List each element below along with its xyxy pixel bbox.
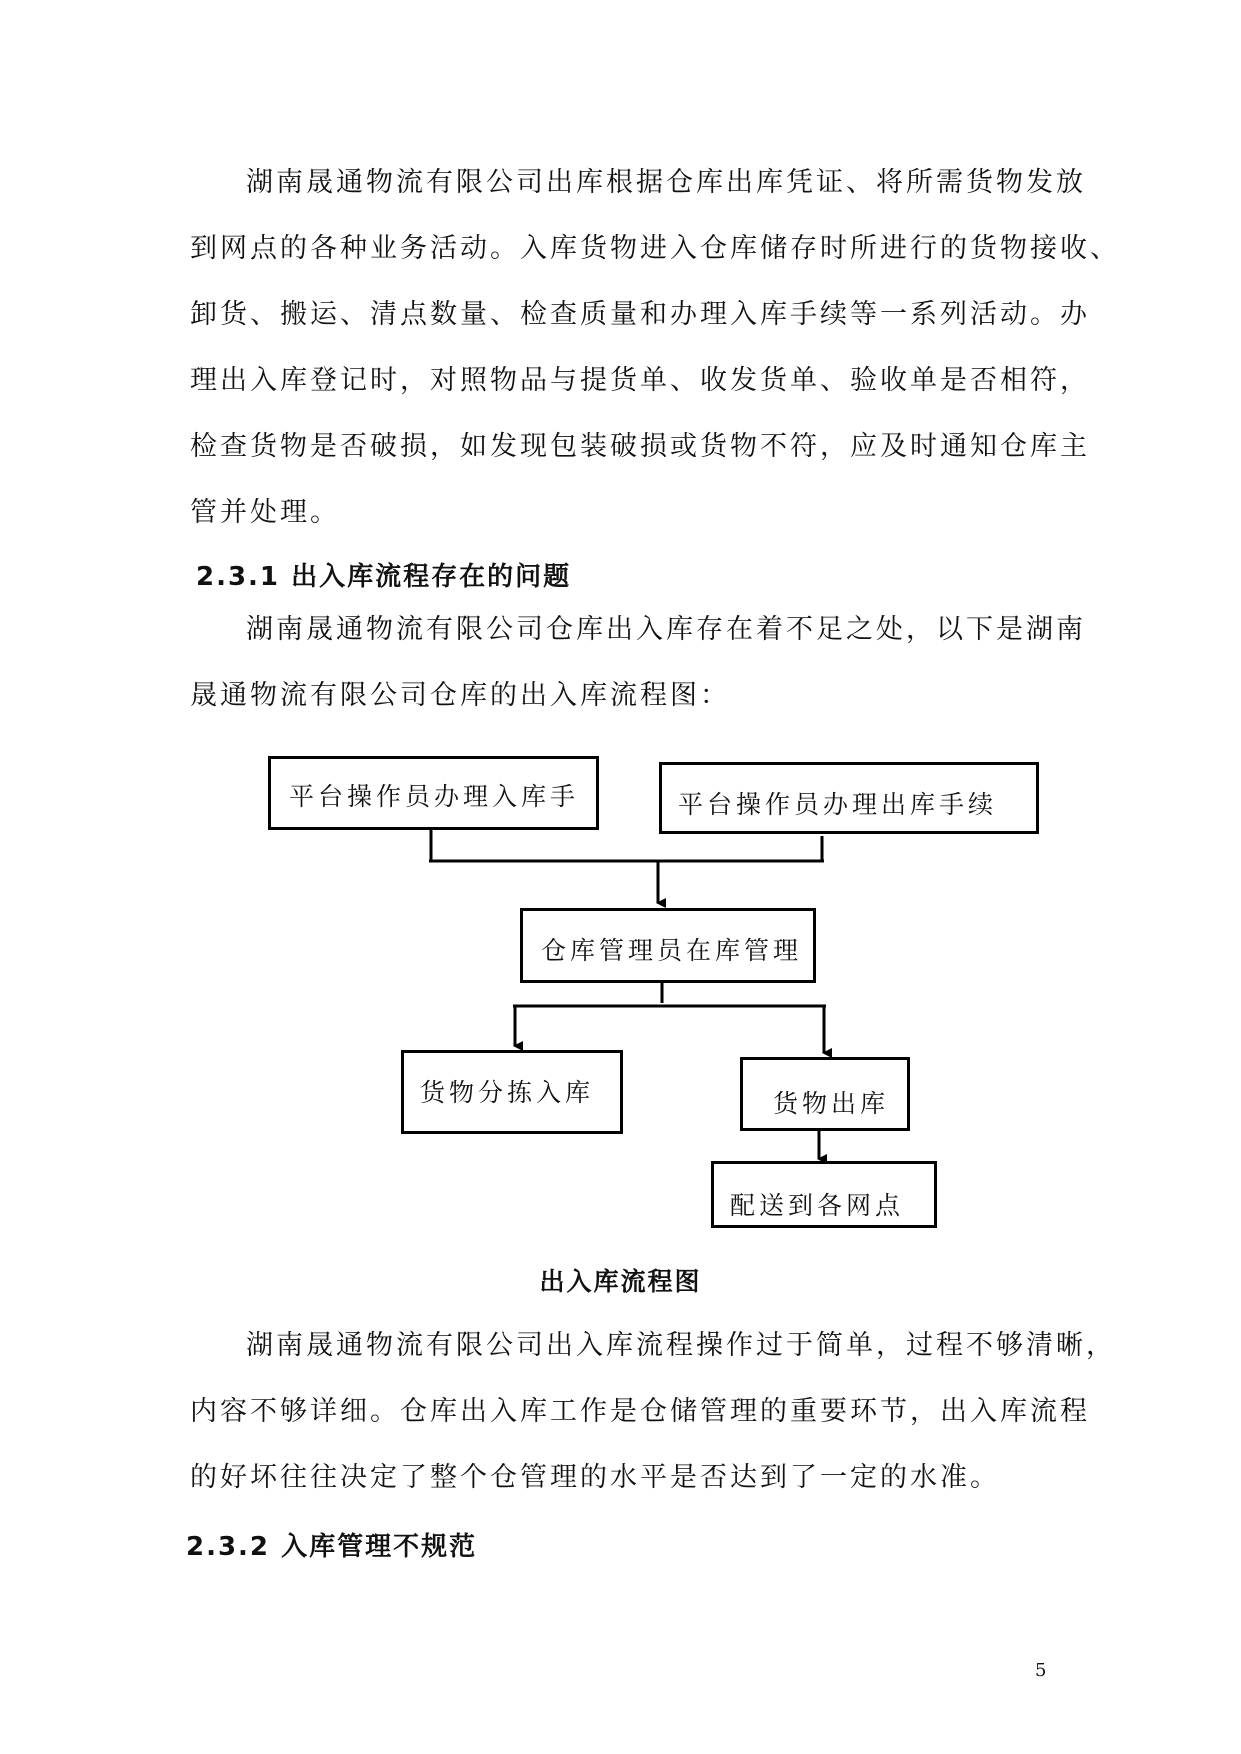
text-line: 湖南晟通物流有限公司出入库流程操作过于简单，过程不够清晰， (246, 1330, 1116, 1361)
goods-outbound-label: 货物出库 (773, 1089, 890, 1118)
warehouse-manager-label: 仓库管理员在库管理 (541, 936, 803, 965)
process-analysis-paragraph (190, 1313, 1116, 1511)
inbound-procedure-label: 平台操作员办理入库手 (289, 782, 580, 811)
sorting-inbound-label: 货物分拣入库 (420, 1078, 595, 1107)
goods-outbound-box (740, 1057, 910, 1131)
section-heading-2-3-2: 2.3.2 入库管理不规范 (186, 1532, 478, 1562)
text-line: 卸货、搬运、清点数量、检查质量和办理入库手续等一系列活动。办 (190, 299, 1090, 330)
text-line: 理出入库登记时，对照物品与提货单、收发货单、验收单是否相符， (190, 365, 1090, 396)
inbound-procedure-box (268, 756, 599, 830)
text-line: 到网点的各种业务活动。入库货物进入仓库储存时所进行的货物接收、 (190, 233, 1120, 264)
page-number: 5 (1035, 1660, 1047, 1681)
text-line: 检查货物是否破损，如发现包装破损或货物不符，应及时通知仓库主 (190, 431, 1090, 462)
section-heading-2-3-1: 2.3.1 出入库流程存在的问题 (196, 562, 572, 592)
text-line: 湖南晟通物流有限公司仓库出入库存在着不足之处，以下是湖南 (246, 614, 1086, 645)
text-line: 管并处理。 (190, 497, 340, 528)
text-line: 的好坏往往决定了整个仓管理的水平是否达到了一定的水准。 (190, 1462, 1000, 1493)
outbound-procedure-label: 平台操作员办理出库手续 (678, 790, 998, 819)
delivery-box (711, 1161, 937, 1228)
figure-caption: 出入库流程图 (539, 1267, 702, 1296)
text-line: 晟通物流有限公司仓库的出入库流程图： (190, 680, 730, 711)
text-line: 内容不够详细。仓库出入库工作是仓储管理的重要环节，出入库流程 (190, 1396, 1090, 1427)
warehouse-manager-box (520, 908, 816, 983)
sorting-inbound-box (401, 1050, 623, 1134)
delivery-label: 配送到各网点 (730, 1191, 905, 1220)
text-line: 湖南晟通物流有限公司出库根据仓库出库凭证、将所需货物发放 (246, 167, 1086, 198)
outbound-procedure-box (659, 762, 1039, 834)
